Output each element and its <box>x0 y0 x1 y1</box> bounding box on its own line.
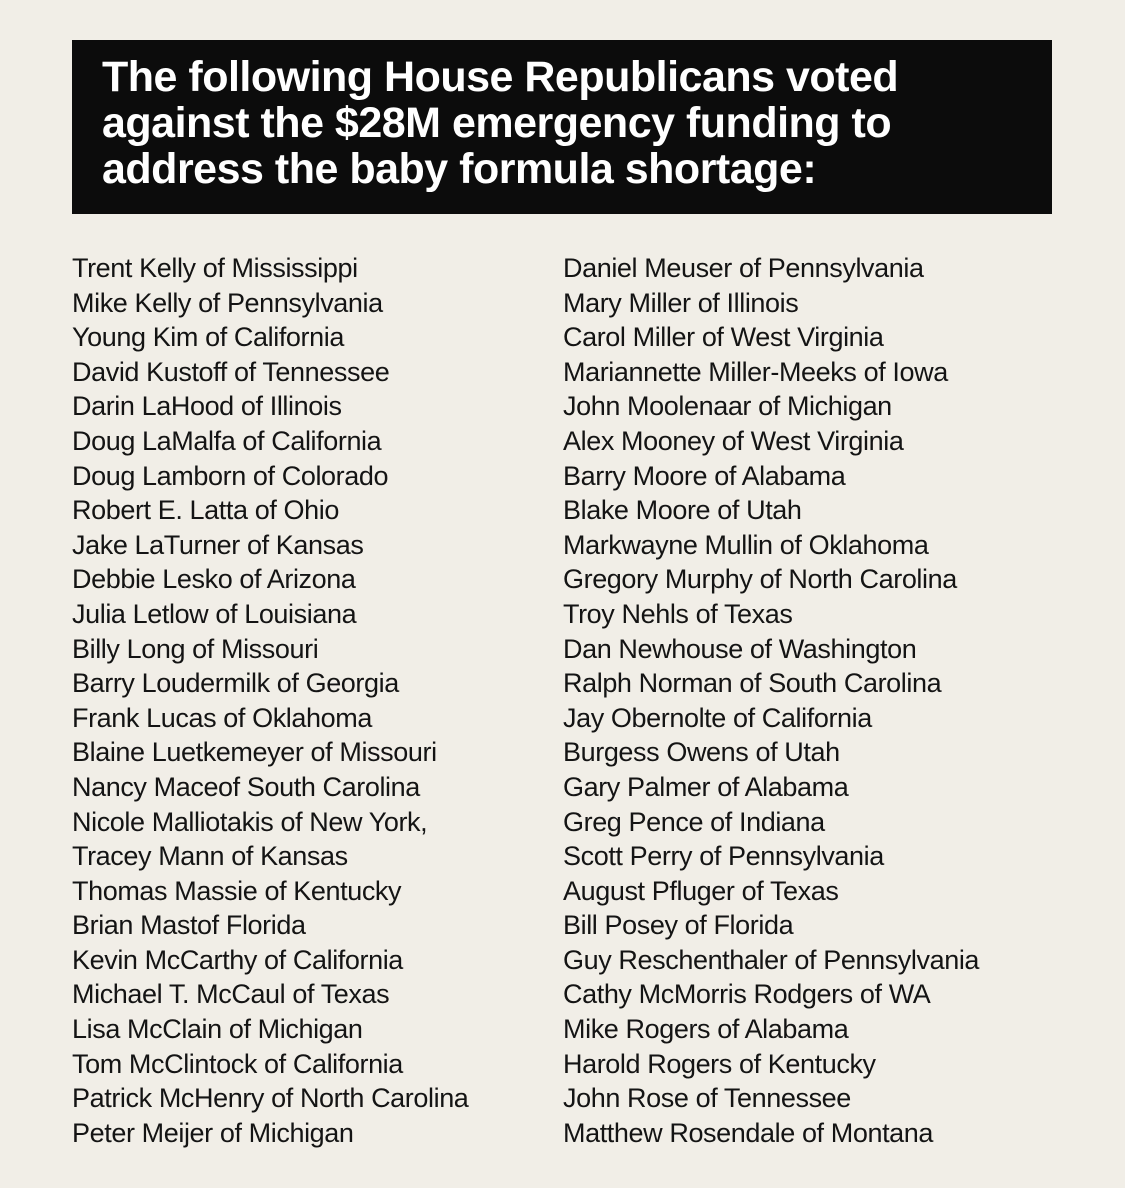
list-item: Ralph Norman of South Carolina <box>563 668 942 699</box>
list-item: Julia Letlow of Louisiana <box>72 598 357 629</box>
list-item: Scott Perry of Pennsylvania <box>563 841 884 872</box>
list-item: Jake LaTurner of Kansas <box>72 529 364 560</box>
list-item: Young Kim of California <box>72 322 344 353</box>
list-item: Blake Moore of Utah <box>563 495 802 526</box>
list-item: Guy Reschenthaler of Pennsylvania <box>563 944 980 975</box>
list-item: Jay Obernolte of California <box>563 702 872 733</box>
list-item: Tracey Mann of Kansas <box>72 841 348 872</box>
list-item: David Kustoff of Tennessee <box>72 356 390 387</box>
list-item: Debbie Lesko of Arizona <box>72 564 356 595</box>
list-item: Burgess Owens of Utah <box>563 737 840 768</box>
list-item: John Moolenaar of Michigan <box>563 391 892 422</box>
list-item: Doug LaMalfa of California <box>72 425 382 456</box>
list-item: Gary Palmer of Alabama <box>563 771 849 802</box>
list-item: Peter Meijer of Michigan <box>72 1117 354 1148</box>
list-item: Nicole Malliotakis of New York, <box>72 806 428 837</box>
list-item: John Rose of Tennessee <box>563 1083 851 1114</box>
representatives-list <box>72 251 1072 1161</box>
list-item: Mike Rogers of Alabama <box>563 1014 849 1045</box>
list-item: Robert E. Latta of Ohio <box>72 495 339 526</box>
list-item: Carol Miller of West Virginia <box>563 322 884 353</box>
list-item: Barry Moore of Alabama <box>563 460 846 491</box>
list-item: Kevin McCarthy of California <box>72 944 403 975</box>
list-item: Harold Rogers of Kentucky <box>563 1048 876 1079</box>
list-item: Brian Mastof Florida <box>72 910 306 941</box>
list-item: August Pfluger of Texas <box>563 875 839 906</box>
list-item: Bill Posey of Florida <box>563 910 794 941</box>
list-item: Michael T. McCaul of Texas <box>72 979 390 1010</box>
list-item: Greg Pence of Indiana <box>563 806 825 837</box>
list-item: Cathy McMorris Rodgers of WA <box>563 979 931 1010</box>
list-item: Nancy Maceof South Carolina <box>72 771 420 802</box>
list-item: Darin LaHood of Illinois <box>72 391 342 422</box>
list-item: Troy Nehls of Texas <box>563 598 793 629</box>
list-item: Patrick McHenry of North Carolina <box>72 1083 469 1114</box>
list-item: Blaine Luetkemeyer of Missouri <box>72 737 437 768</box>
list-item: Trent Kelly of Mississippi <box>72 253 358 283</box>
list-item: Mike Kelly of Pennsylvania <box>72 287 383 318</box>
list-item: Tom McClintock of California <box>72 1048 403 1079</box>
list-item: Thomas Massie of Kentucky <box>72 875 402 906</box>
list-item: Lisa McClain of Michigan <box>72 1014 363 1045</box>
list-item: Doug Lamborn of Colorado <box>72 460 389 491</box>
right-column <box>563 251 1063 1150</box>
list-item: Gregory Murphy of North Carolina <box>563 564 957 595</box>
headline: The following House Republicans voted against the $28M emergency funding to address the baby formula shortage: <box>102 53 899 193</box>
list-item: Mariannette Miller-Meeks of Iowa <box>563 356 948 387</box>
headline-banner <box>72 40 1052 214</box>
list-item: Billy Long of Missouri <box>72 633 319 664</box>
list-item: Mary Miller of Illinois <box>563 287 799 318</box>
list-item: Alex Mooney of West Virginia <box>563 425 904 456</box>
left-column <box>72 251 552 1150</box>
list-item: Matthew Rosendale of Montana <box>563 1117 934 1148</box>
list-item: Frank Lucas of Oklahoma <box>72 702 372 733</box>
list-item: Daniel Meuser of Pennsylvania <box>563 253 924 283</box>
list-item: Markwayne Mullin of Oklahoma <box>563 529 929 560</box>
list-item: Dan Newhouse of Washington <box>563 633 917 664</box>
list-item: Barry Loudermilk of Georgia <box>72 668 399 699</box>
